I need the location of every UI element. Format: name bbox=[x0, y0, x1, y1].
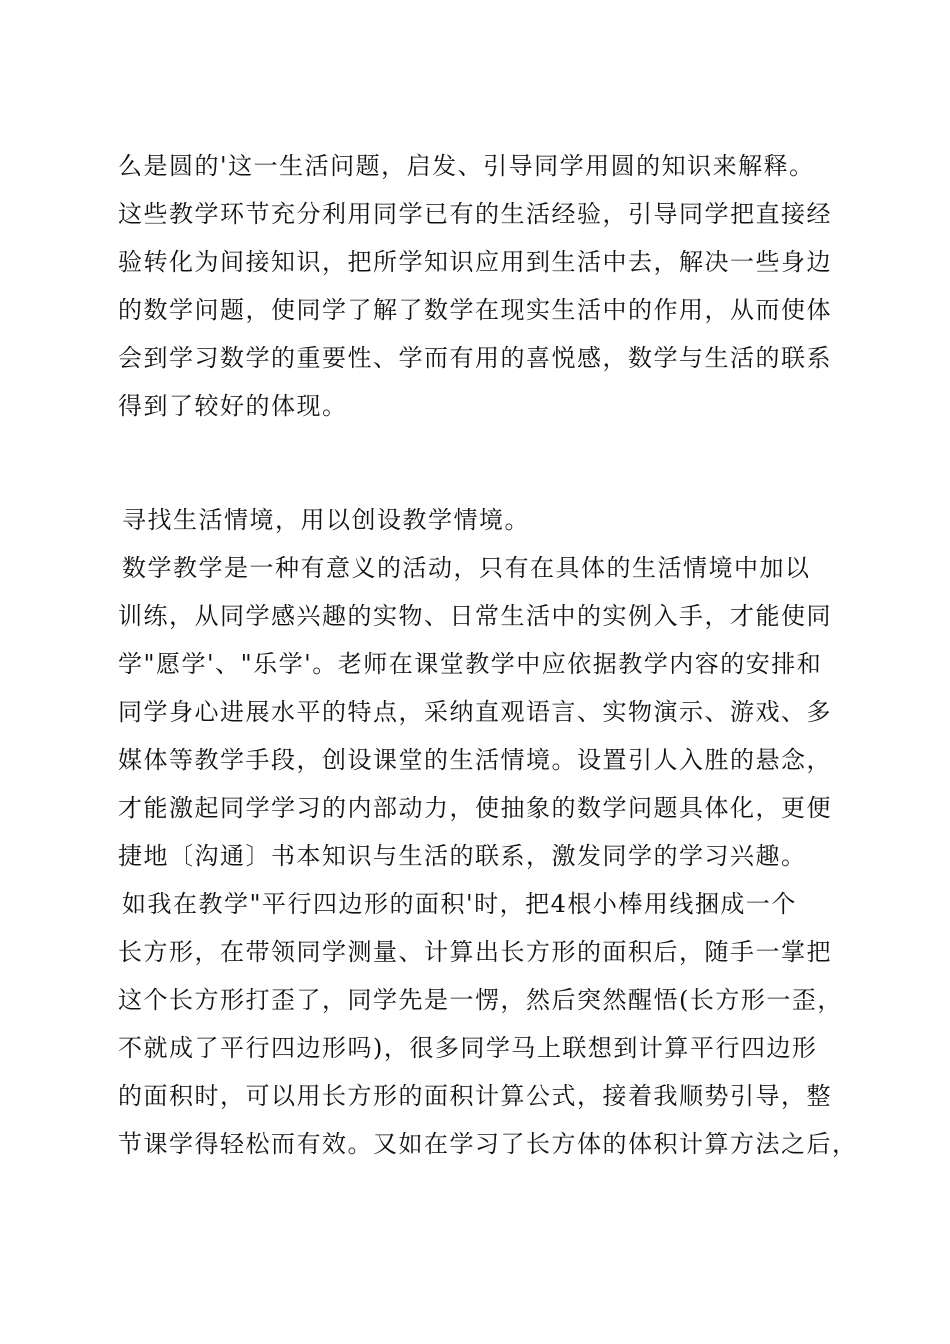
text-line: 么是圆的'这一生活问题，启发、引导同学用圆的知识来解释。 bbox=[118, 152, 815, 180]
text-line: 捷地〔沟通〕书本知识与生活的联系，激发同学的学习兴趣。 bbox=[118, 842, 807, 870]
section-heading: 寻找生活情境，用以创设教学情境。 bbox=[122, 506, 530, 534]
text-line: 如我在教学"平行四边形的面积'时，把4根小棒用线捆成一个 bbox=[122, 890, 797, 918]
text-line: 会到学习数学的重要性、学而有用的喜悦感，数学与生活的联系 bbox=[118, 344, 832, 372]
text-line: 节课学得轻松而有效。又如在学习了长方体的体积计算方法之后， bbox=[118, 1130, 858, 1158]
text-line: 长方形，在带领同学测量、计算出长方形的面积后，随手一掌把 bbox=[118, 938, 832, 966]
text-line: 媒体等教学手段，创设课堂的生活情境。设置引人入胜的悬念， bbox=[118, 746, 832, 774]
text-line: 学"愿学'、"乐学'。老师在课堂教学中应依据教学内容的安排和 bbox=[118, 650, 823, 678]
text-line: 验转化为间接知识，把所学知识应用到生活中去，解决一些身边 bbox=[118, 248, 832, 276]
text-line: 数学教学是一种有意义的活动，只有在具体的生活情境中加以 bbox=[122, 554, 811, 582]
text-line: 得到了较好的体现。 bbox=[118, 392, 348, 420]
text-line: 不就成了平行四边形吗)，很多同学马上联想到计算平行四边形 bbox=[118, 1034, 818, 1062]
text-line: 同学身心进展水平的特点，采纳直观语言、实物演示、游戏、多 bbox=[118, 698, 832, 726]
text-line: 这些教学环节充分利用同学已有的生活经验，引导同学把直接经 bbox=[118, 200, 832, 228]
text-line: 的数学问题，使同学了解了数学在现实生活中的作用，从而使体 bbox=[118, 296, 832, 324]
text-line: 才能激起同学学习的内部动力，使抽象的数学问题具体化，更便 bbox=[118, 794, 832, 822]
paragraph-block-1 bbox=[118, 142, 838, 430]
text-line: 的面积时，可以用长方形的面积计算公式，接着我顺势引导，整 bbox=[118, 1082, 832, 1110]
paragraph-block-2 bbox=[118, 496, 858, 1168]
text-line: 这个长方形打歪了，同学先是一愣，然后突然醒悟(长方形一歪， bbox=[118, 986, 843, 1014]
text-line: 训练，从同学感兴趣的实物、日常生活中的实例入手，才能使同 bbox=[118, 602, 832, 630]
